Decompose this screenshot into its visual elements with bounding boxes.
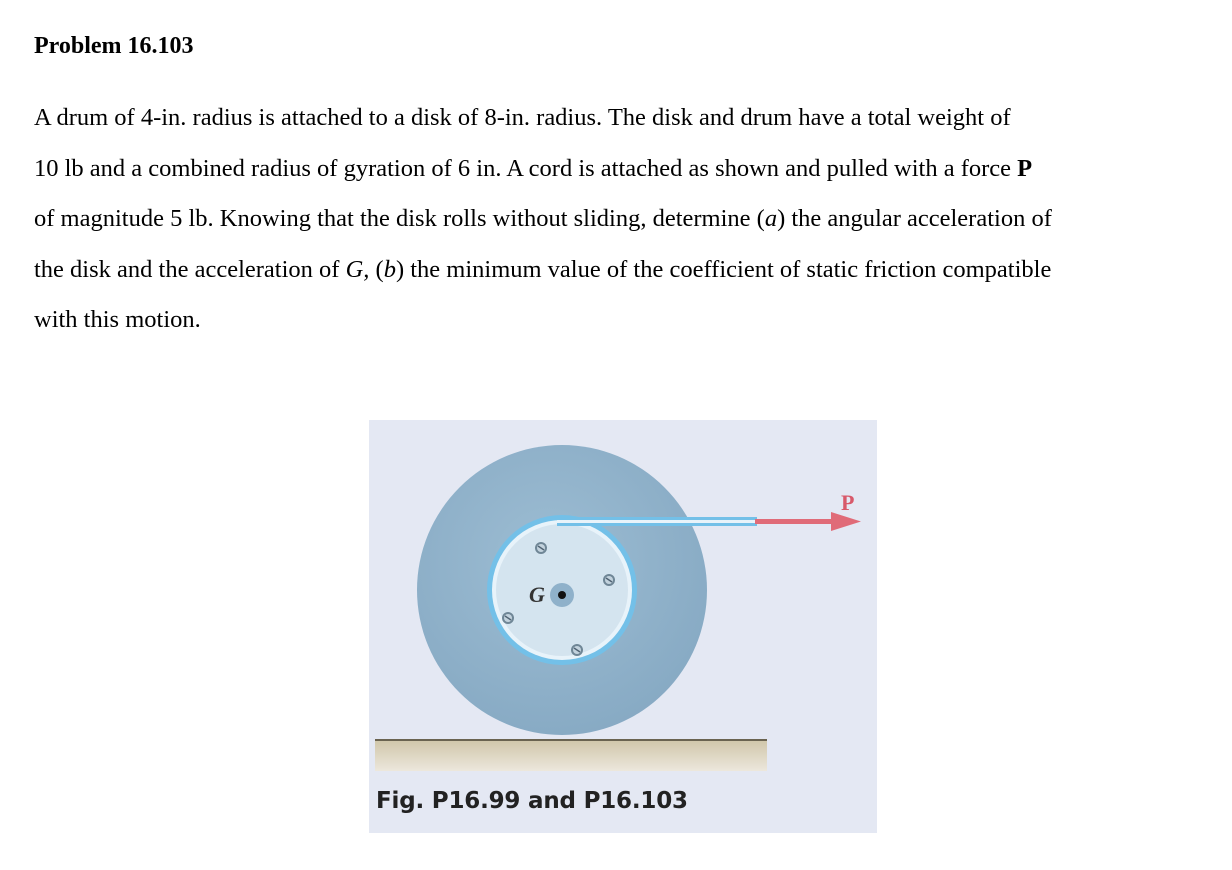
part-b-letter: b <box>383 255 396 283</box>
problem-title: Problem 16.103 <box>34 33 194 59</box>
statement-line-4 <box>34 245 1232 296</box>
statement-line-3-rest: ) the angular acceleration of <box>777 205 1052 232</box>
ground-surface <box>375 739 767 771</box>
bolt-right <box>603 574 615 586</box>
statement-line-4-rest: ) the minimum value of the coefficient of static friction compatible <box>395 255 1052 283</box>
center-label: G <box>529 582 545 607</box>
statement-line-2-text: 10 lb and a combined radius of gyration of 6 in. A cord is attached as shown and pulled with a force <box>34 154 1018 182</box>
center-point <box>558 591 566 599</box>
bolt-top <box>535 542 547 554</box>
center-symbol-text: G, <box>345 255 370 283</box>
cord-highlight <box>557 520 757 523</box>
bolt-left <box>502 612 514 624</box>
part-a-letter: a <box>764 205 778 232</box>
disk-drum-diagram <box>369 420 877 833</box>
statement-line-2 <box>34 144 1232 195</box>
statement-line-5: with this motion. <box>34 306 201 333</box>
force-symbol-text: P <box>1017 154 1033 182</box>
problem-statement <box>34 93 1232 346</box>
statement-line-3-text: of magnitude 5 lb. Knowing that the disk rolls without sliding, determine ( <box>34 205 765 232</box>
statement-line-4-text: the disk and the acceleration of <box>34 255 346 283</box>
figure-panel <box>369 420 877 833</box>
force-label: P <box>841 490 855 515</box>
statement-line-3 <box>34 194 1232 245</box>
bolt-bottom <box>571 644 583 656</box>
figure-caption: Fig. P16.99 and P16.103 <box>376 788 688 814</box>
statement-line-1: A drum of 4-in. radius is attached to a disk of 8-in. radius. The disk and drum have a total weight of <box>34 104 1011 131</box>
statement-line-4-mid: ( <box>369 255 384 283</box>
